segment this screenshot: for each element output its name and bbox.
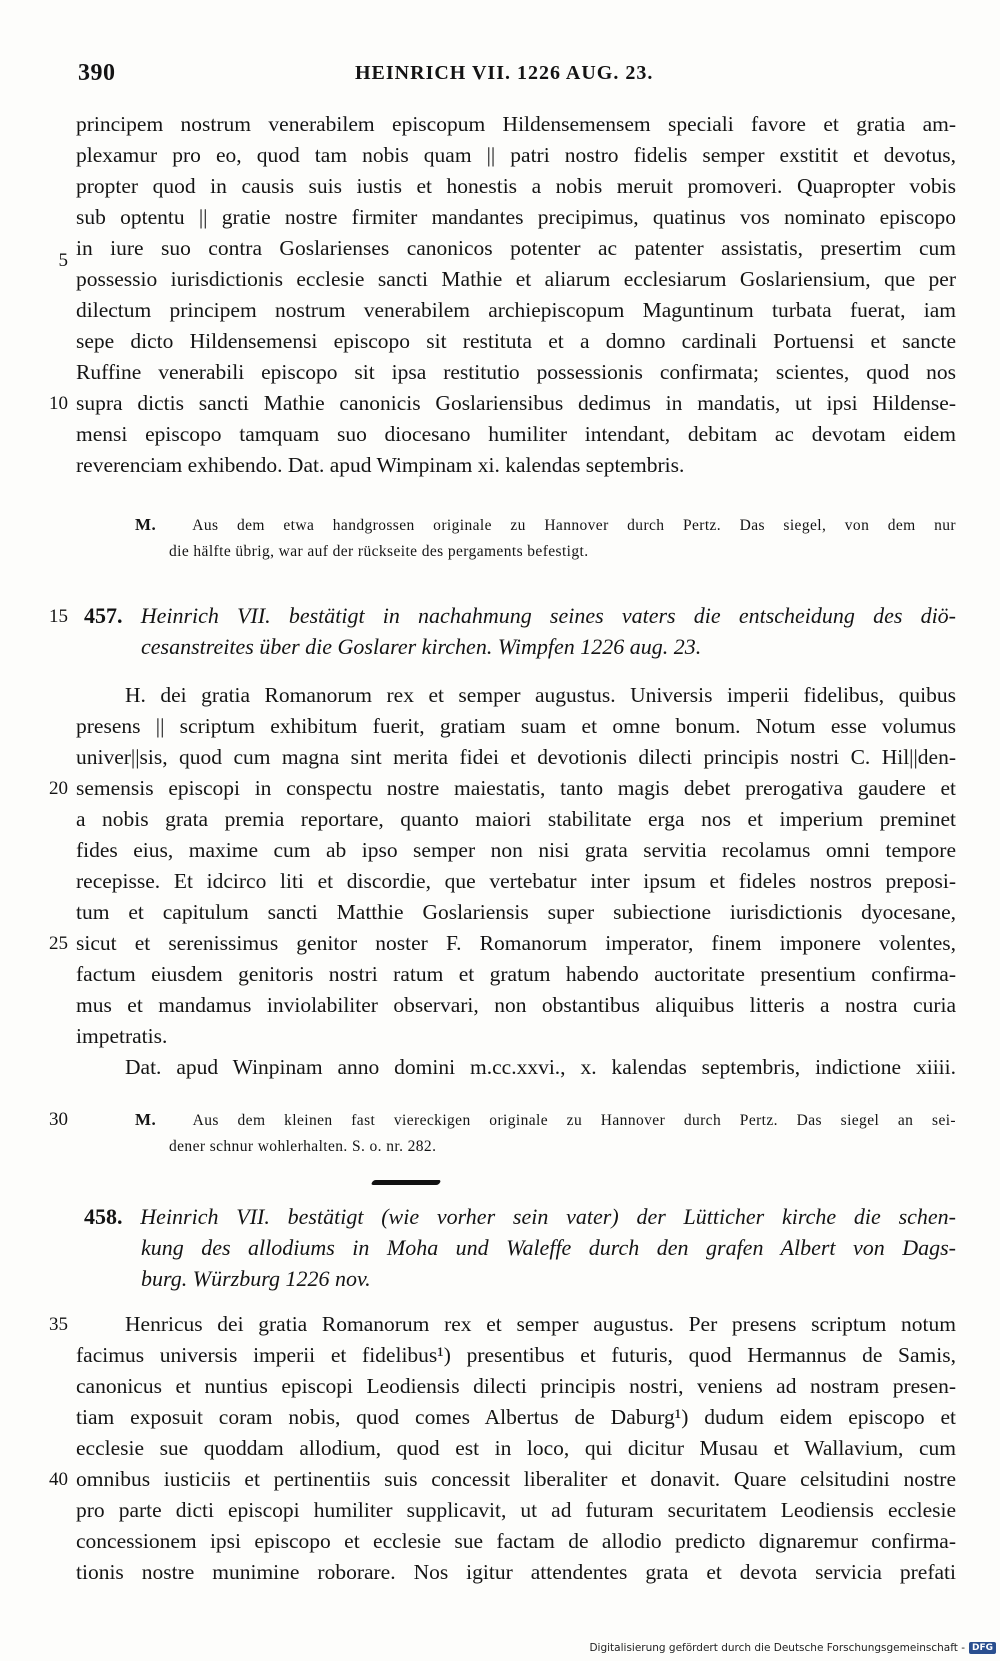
text-line: impetratis.	[76, 1024, 168, 1048]
text-line: facimus universis imperii et fidelibus¹) presentibus et futuris, quod Hermannus de Samis,	[76, 1343, 956, 1367]
doc-heading-line: Heinrich VII. bestätigt in nachahmung seines vaters die entscheidung des diö-	[140, 603, 957, 628]
source-note	[135, 1106, 956, 1134]
margin-line-number: 35	[49, 1314, 68, 1335]
text-line: a nobis grata premia reportare, quanto maiori stabilitate erga nos et imperium preminet	[76, 807, 956, 831]
doc-heading-line: cesanstreites über die Goslarer kirchen. Wimpfen 1226 aug. 23.	[141, 634, 702, 659]
text-line: ecclesie sue quoddam allodium, quod est in loco, qui dicitur Musau et Wallavium, cum	[76, 1436, 956, 1460]
text-line: possessio iurisdictionis ecclesie sancti Mathie et aliarum ecclesiarum Goslariensium, que per	[76, 267, 956, 291]
text-line: in iure suo contra Goslarienses canonicos potenter ac patenter assistatis, presertim cum	[76, 236, 956, 260]
page-header	[0, 60, 1000, 90]
margin-line-number: 30	[49, 1109, 68, 1130]
credit-text: Digitalisierung gefördert durch die Deutsche Forschungsgemeinschaft -	[589, 1642, 965, 1654]
text-line: plexamur pro eo, quod tam nobis quam || patri nostro fidelis semper exstitit et devotus,	[76, 143, 956, 167]
note-line: dener schnur wohlerhalten. S. o. nr. 282.	[169, 1138, 437, 1155]
text-line: semensis episcopi in conspectu nostre maiestatis, tanto magis debet prerogativa gaudere et	[76, 776, 956, 800]
margin-line-number: 5	[58, 250, 68, 271]
text-line: sicut et serenissimus genitor noster F. Romanorum imperator, finem imponere volentes,	[76, 931, 956, 955]
margin-line-number: 10	[49, 393, 68, 414]
text-line: Henricus dei gratia Romanorum rex et semper augustus. Per presens scriptum notum	[125, 1312, 956, 1336]
doc-heading-line: Heinrich VII. bestätigt (wie vorher sein vater) der Lütticher kirche die schen-	[140, 1204, 957, 1229]
text-line: factum eiusdem genitoris nostri ratum et gratum habendo auctoritate presentium confirma-	[76, 962, 956, 986]
doc-heading	[84, 1201, 956, 1232]
text-line: univer||sis, quod cum magna sint merita fidei et devotionis dilecti principis nostri C. Hil||den-	[76, 745, 956, 769]
note-siglum: M.	[135, 1110, 157, 1129]
text-line: tiam exposuit coram nobis, quod comes Albertus de Daburg¹) dudum eidem episcopo et	[76, 1405, 956, 1429]
text-line: concessionem ipsi episcopo et ecclesie sue factam de allodio predicto dignaremur confirma-	[76, 1529, 956, 1553]
separator-mark	[371, 1180, 442, 1185]
margin-line-number: 25	[49, 933, 68, 954]
text-line: presens || scriptum exhibitum fuerit, gratiam suam et omne bonum. Notum esse volumus	[76, 714, 956, 738]
text-line: propter quod in causis suis iustis et honestis a nobis meruit promoveri. Quapropter vobis	[76, 174, 956, 198]
note-line: Aus dem etwa handgrossen originale zu Hannover durch Pertz. Das siegel, von dem nur	[192, 517, 956, 534]
running-head: HEINRICH VII. 1226 AUG. 23.	[355, 62, 654, 84]
text-line: Ruffine venerabili episcopo sit ipsa restitutio possessionis confirmata; scientes, quod nos	[76, 360, 956, 384]
text-line: fides eius, maxime cum ab ipso semper non nisi grata servitia recolamus omni tempore	[76, 838, 956, 862]
text-line: sepe dicto Hildensemensi episcopo sit restituta et a domno cardinali Portuensi et sancte	[76, 329, 956, 353]
doc-heading	[84, 600, 956, 631]
text-line: principem nostrum venerabilem episcopum Hildensemensem speciali favore et gratia am-	[76, 112, 956, 136]
margin-line-number: 15	[49, 606, 68, 627]
source-note	[135, 511, 956, 539]
text-line: canonicus et nuntius episcopi Leodiensis dilecti principis nostri, veniens ad nostram presen-	[76, 1374, 956, 1398]
text-line: Dat. apud Winpinam anno domini m.cc.xxvi., x. kalendas septembris, indictione xiiii.	[125, 1055, 956, 1079]
digitization-credit	[589, 1642, 996, 1654]
doc-number: 457.	[84, 603, 123, 628]
doc-heading-line: burg. Würzburg 1226 nov.	[141, 1266, 371, 1291]
margin-line-number: 20	[49, 778, 68, 799]
margin-line-number: 40	[49, 1469, 68, 1490]
note-line: die hälfte übrig, war auf der rückseite des pergaments befestigt.	[169, 543, 589, 560]
text-line: omnibus iusticiis et pertinentiis suis concessit liberaliter et donavit. Quare celsitudini nostre	[76, 1467, 956, 1491]
dfg-logo-icon: DFG	[969, 1642, 996, 1654]
text-line: mus et mandamus inviolabiliter observari, non obstantibus aliquibus litteris a nostra curia	[76, 993, 956, 1017]
text-line: H. dei gratia Romanorum rex et semper augustus. Universis imperii fidelibus, quibus	[125, 683, 956, 707]
page-number: 390	[78, 60, 116, 86]
text-line: supra dictis sancti Mathie canonicis Goslariensibus dedimus in mandatis, ut ipsi Hildense-	[76, 391, 956, 415]
text-line: tum et capitulum sancti Matthie Goslariensis super subiectione iurisdictionis dyocesane,	[76, 900, 956, 924]
text-line: tionis nostre munimine roborare. Nos igitur attendentes grata et devota servicia prefati	[76, 1560, 956, 1584]
text-line: mensi episcopo tamquam suo diocesano humiliter intendant, debitam ac devotam eidem	[76, 422, 956, 446]
text-line: sub optentu || gratie nostre firmiter mandantes precipimus, quatinus vos nominato episcopo	[76, 205, 956, 229]
text-line: recepisse. Et idcirco liti et discordie, que vertebatur inter ipsum et fideles nostros preposi-	[76, 869, 956, 893]
text-line: reverenciam exhibendo. Dat. apud Wimpinam xi. kalendas septembris.	[76, 453, 685, 477]
text-line: pro parte dicti episcopi humiliter supplicavit, ut ad futuram securitatem Leodiensis ecclesie	[76, 1498, 956, 1522]
note-line: Aus dem kleinen fast viereckigen originale zu Hannover durch Pertz. Das siegel an sei-	[192, 1112, 956, 1129]
doc-heading-line: kung des allodiums in Moha und Waleffe durch den grafen Albert von Dags-	[141, 1235, 956, 1260]
note-siglum: M.	[135, 515, 157, 534]
text-line: dilectum principem nostrum venerabilem archiepiscopum Maguntinum turbata fuerat, iam	[76, 298, 956, 322]
doc-number: 458.	[84, 1204, 123, 1229]
